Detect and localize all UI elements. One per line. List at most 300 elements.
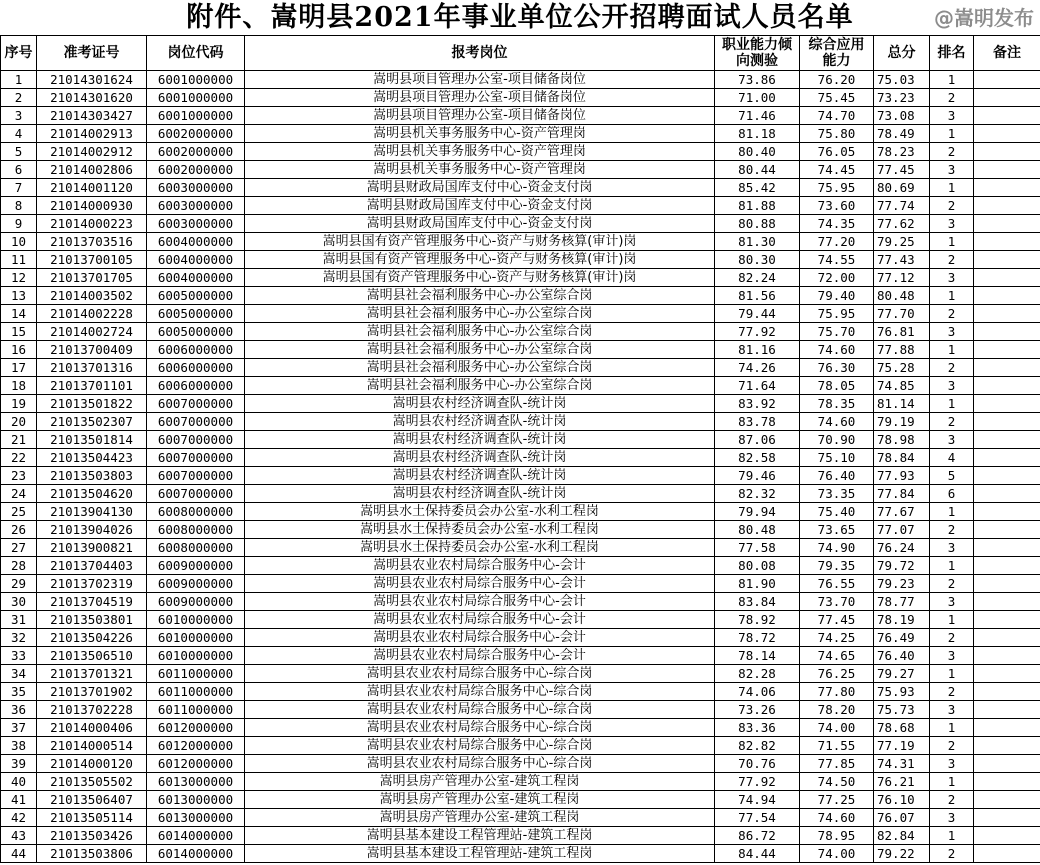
cell-remarks (974, 89, 1040, 107)
cell-aptitude-score: 71.46 (715, 107, 800, 125)
cell-total: 74.85 (874, 377, 930, 395)
cell-position: 嵩明县基本建设工程管理站-建筑工程岗 (245, 827, 715, 845)
cell-remarks (974, 845, 1040, 863)
cell-rank: 1 (930, 773, 974, 791)
cell-total: 81.14 (874, 395, 930, 413)
cell-remarks (974, 341, 1040, 359)
cell-application-score: 73.60 (800, 197, 874, 215)
cell-total: 76.49 (874, 629, 930, 647)
cell-aptitude-score: 77.92 (715, 773, 800, 791)
cell-remarks (974, 125, 1040, 143)
cell-rank: 2 (930, 305, 974, 323)
cell-position: 嵩明县农村经济调查队-统计岗 (245, 467, 715, 485)
table-row (1, 755, 1040, 773)
cell-index: 31 (1, 611, 37, 629)
cell-exam-number: 21013505114 (37, 809, 147, 827)
cell-exam-number: 21013503426 (37, 827, 147, 845)
cell-position-code: 6007000000 (147, 485, 245, 503)
cell-position-code: 6007000000 (147, 413, 245, 431)
cell-rank: 3 (930, 431, 974, 449)
cell-exam-number: 21014002806 (37, 161, 147, 179)
cell-application-score: 74.65 (800, 647, 874, 665)
cell-total: 80.48 (874, 287, 930, 305)
cell-remarks (974, 467, 1040, 485)
cell-index: 44 (1, 845, 37, 863)
cell-aptitude-score: 74.06 (715, 683, 800, 701)
cell-position: 嵩明县农业农村局综合服务中心-综合岗 (245, 719, 715, 737)
cell-position: 嵩明县国有资产管理服务中心-资产与财务核算(审计)岗 (245, 251, 715, 269)
cell-application-score: 74.60 (800, 809, 874, 827)
cell-position-code: 6007000000 (147, 395, 245, 413)
table-row (1, 665, 1040, 683)
cell-application-score: 73.35 (800, 485, 874, 503)
cell-exam-number: 21013704519 (37, 593, 147, 611)
cell-application-score: 78.35 (800, 395, 874, 413)
cell-total: 77.12 (874, 269, 930, 287)
cell-position: 嵩明县农业农村局综合服务中心-会计 (245, 593, 715, 611)
cell-application-score: 74.00 (800, 719, 874, 737)
cell-index: 30 (1, 593, 37, 611)
cell-index: 9 (1, 215, 37, 233)
cell-application-score: 76.30 (800, 359, 874, 377)
cell-application-score: 74.45 (800, 161, 874, 179)
cell-remarks (974, 791, 1040, 809)
cell-rank: 3 (930, 701, 974, 719)
cell-rank: 4 (930, 449, 974, 467)
cell-application-score: 74.25 (800, 629, 874, 647)
table-row (1, 179, 1040, 197)
cell-remarks (974, 449, 1040, 467)
cell-remarks (974, 431, 1040, 449)
cell-exam-number: 21013506510 (37, 647, 147, 665)
cell-index: 2 (1, 89, 37, 107)
cell-rank: 1 (930, 341, 974, 359)
cell-position-code: 6012000000 (147, 737, 245, 755)
cell-application-score: 74.90 (800, 539, 874, 557)
cell-position: 嵩明县项目管理办公室-项目储备岗位 (245, 89, 715, 107)
cell-rank: 2 (930, 683, 974, 701)
cell-exam-number: 21013900821 (37, 539, 147, 557)
cell-rank: 2 (930, 791, 974, 809)
cell-position: 嵩明县水土保持委员会办公室-水利工程岗 (245, 539, 715, 557)
cell-total: 78.98 (874, 431, 930, 449)
cell-rank: 1 (930, 827, 974, 845)
cell-aptitude-score: 78.14 (715, 647, 800, 665)
cell-aptitude-score: 81.30 (715, 233, 800, 251)
cell-total: 78.84 (874, 449, 930, 467)
cell-aptitude-score: 73.86 (715, 71, 800, 89)
cell-index: 15 (1, 323, 37, 341)
cell-total: 79.22 (874, 845, 930, 863)
table-row (1, 485, 1040, 503)
cell-aptitude-score: 80.44 (715, 161, 800, 179)
header-remarks: 备注 (974, 36, 1040, 71)
cell-aptitude-score: 77.58 (715, 539, 800, 557)
cell-rank: 3 (930, 323, 974, 341)
cell-application-score: 74.00 (800, 845, 874, 863)
cell-index: 39 (1, 755, 37, 773)
cell-position: 嵩明县农业农村局综合服务中心-会计 (245, 575, 715, 593)
table-row (1, 647, 1040, 665)
cell-position: 嵩明县社会福利服务中心-办公室综合岗 (245, 341, 715, 359)
cell-index: 33 (1, 647, 37, 665)
cell-position: 嵩明县农业农村局综合服务中心-综合岗 (245, 737, 715, 755)
cell-exam-number: 21014301620 (37, 89, 147, 107)
table-row (1, 413, 1040, 431)
cell-index: 41 (1, 791, 37, 809)
cell-total: 75.03 (874, 71, 930, 89)
cell-application-score: 74.70 (800, 107, 874, 125)
cell-index: 7 (1, 179, 37, 197)
cell-exam-number: 21013701902 (37, 683, 147, 701)
cell-index: 27 (1, 539, 37, 557)
table-row (1, 611, 1040, 629)
cell-index: 36 (1, 701, 37, 719)
cell-index: 23 (1, 467, 37, 485)
table-row (1, 251, 1040, 269)
cell-index: 37 (1, 719, 37, 737)
document-title: 附件、嵩明县2021年事业单位公开招聘面试人员名单 (186, 2, 854, 33)
cell-total: 80.69 (874, 179, 930, 197)
cell-position: 嵩明县国有资产管理服务中心-资产与财务核算(审计)岗 (245, 233, 715, 251)
cell-remarks (974, 305, 1040, 323)
cell-position: 嵩明县农业农村局综合服务中心-会计 (245, 647, 715, 665)
interview-list-table (0, 35, 1040, 863)
cell-exam-number: 21013700105 (37, 251, 147, 269)
cell-position: 嵩明县财政局国库支付中心-资金支付岗 (245, 215, 715, 233)
table-row (1, 467, 1040, 485)
cell-rank: 2 (930, 845, 974, 863)
cell-position-code: 6007000000 (147, 467, 245, 485)
table-row (1, 503, 1040, 521)
cell-exam-number: 21013701101 (37, 377, 147, 395)
cell-total: 77.88 (874, 341, 930, 359)
cell-application-score: 77.85 (800, 755, 874, 773)
header-position-code: 岗位代码 (147, 36, 245, 71)
cell-position: 嵩明县农业农村局综合服务中心-综合岗 (245, 683, 715, 701)
table-row (1, 107, 1040, 125)
cell-position: 嵩明县农村经济调查队-统计岗 (245, 449, 715, 467)
cell-total: 78.68 (874, 719, 930, 737)
cell-position: 嵩明县农村经济调查队-统计岗 (245, 431, 715, 449)
cell-remarks (974, 701, 1040, 719)
cell-remarks (974, 665, 1040, 683)
cell-index: 32 (1, 629, 37, 647)
cell-position-code: 6007000000 (147, 431, 245, 449)
cell-total: 77.84 (874, 485, 930, 503)
cell-application-score: 75.70 (800, 323, 874, 341)
table-row (1, 845, 1040, 863)
cell-aptitude-score: 82.24 (715, 269, 800, 287)
cell-total: 77.62 (874, 215, 930, 233)
cell-exam-number: 21013504423 (37, 449, 147, 467)
table-row (1, 377, 1040, 395)
cell-remarks (974, 107, 1040, 125)
cell-remarks (974, 197, 1040, 215)
cell-position: 嵩明县农业农村局综合服务中心-综合岗 (245, 665, 715, 683)
cell-remarks (974, 359, 1040, 377)
cell-position-code: 6013000000 (147, 791, 245, 809)
cell-position-code: 6010000000 (147, 611, 245, 629)
cell-index: 3 (1, 107, 37, 125)
cell-remarks (974, 287, 1040, 305)
cell-position: 嵩明县基本建设工程管理站-建筑工程岗 (245, 845, 715, 863)
cell-total: 76.24 (874, 539, 930, 557)
table-row (1, 449, 1040, 467)
cell-total: 76.81 (874, 323, 930, 341)
cell-position: 嵩明县社会福利服务中心-办公室综合岗 (245, 323, 715, 341)
cell-exam-number: 21014303427 (37, 107, 147, 125)
cell-application-score: 75.95 (800, 179, 874, 197)
header-position: 报考岗位 (245, 36, 715, 71)
cell-position-code: 6013000000 (147, 773, 245, 791)
cell-total: 77.45 (874, 161, 930, 179)
table-row (1, 287, 1040, 305)
cell-index: 8 (1, 197, 37, 215)
cell-exam-number: 21013702319 (37, 575, 147, 593)
cell-application-score: 75.80 (800, 125, 874, 143)
cell-exam-number: 21014003502 (37, 287, 147, 305)
cell-remarks (974, 323, 1040, 341)
cell-position-code: 6008000000 (147, 539, 245, 557)
cell-exam-number: 21014000514 (37, 737, 147, 755)
cell-remarks (974, 179, 1040, 197)
cell-position: 嵩明县水土保持委员会办公室-水利工程岗 (245, 521, 715, 539)
cell-position-code: 6010000000 (147, 629, 245, 647)
cell-position: 嵩明县农业农村局综合服务中心-会计 (245, 611, 715, 629)
cell-exam-number: 21014002913 (37, 125, 147, 143)
cell-total: 79.27 (874, 665, 930, 683)
cell-position: 嵩明县社会福利服务中心-办公室综合岗 (245, 377, 715, 395)
cell-rank: 2 (930, 629, 974, 647)
cell-position-code: 6012000000 (147, 755, 245, 773)
table-row (1, 539, 1040, 557)
cell-exam-number: 21014002724 (37, 323, 147, 341)
cell-application-score: 75.10 (800, 449, 874, 467)
cell-aptitude-score: 71.64 (715, 377, 800, 395)
cell-remarks (974, 143, 1040, 161)
cell-application-score: 77.20 (800, 233, 874, 251)
cell-total: 79.72 (874, 557, 930, 575)
cell-application-score: 77.25 (800, 791, 874, 809)
cell-position-code: 6007000000 (147, 449, 245, 467)
cell-position-code: 6009000000 (147, 593, 245, 611)
cell-application-score: 73.65 (800, 521, 874, 539)
cell-aptitude-score: 80.30 (715, 251, 800, 269)
cell-position: 嵩明县项目管理办公室-项目储备岗位 (245, 107, 715, 125)
cell-exam-number: 21013701316 (37, 359, 147, 377)
table-row (1, 521, 1040, 539)
cell-index: 19 (1, 395, 37, 413)
cell-exam-number: 21013501814 (37, 431, 147, 449)
cell-position: 嵩明县机关事务服务中心-资产管理岗 (245, 125, 715, 143)
cell-remarks (974, 593, 1040, 611)
cell-rank: 1 (930, 287, 974, 305)
cell-remarks (974, 557, 1040, 575)
cell-position: 嵩明县机关事务服务中心-资产管理岗 (245, 143, 715, 161)
cell-total: 77.43 (874, 251, 930, 269)
cell-position-code: 6004000000 (147, 233, 245, 251)
cell-total: 79.25 (874, 233, 930, 251)
cell-position-code: 6005000000 (147, 323, 245, 341)
cell-remarks (974, 395, 1040, 413)
cell-remarks (974, 809, 1040, 827)
cell-position: 嵩明县财政局国库支付中心-资金支付岗 (245, 197, 715, 215)
cell-index: 11 (1, 251, 37, 269)
cell-aptitude-score: 85.42 (715, 179, 800, 197)
cell-rank: 3 (930, 377, 974, 395)
cell-application-score: 78.95 (800, 827, 874, 845)
cell-total: 77.93 (874, 467, 930, 485)
cell-rank: 2 (930, 89, 974, 107)
cell-position: 嵩明县房产管理办公室-建筑工程岗 (245, 791, 715, 809)
cell-application-score: 75.40 (800, 503, 874, 521)
cell-index: 24 (1, 485, 37, 503)
cell-index: 1 (1, 71, 37, 89)
cell-application-score: 70.90 (800, 431, 874, 449)
header-exam-number: 准考证号 (37, 36, 147, 71)
cell-aptitude-score: 81.90 (715, 575, 800, 593)
table-row (1, 359, 1040, 377)
cell-rank: 5 (930, 467, 974, 485)
cell-position: 嵩明县农业农村局综合服务中心-会计 (245, 557, 715, 575)
cell-aptitude-score: 84.44 (715, 845, 800, 863)
cell-exam-number: 21013701321 (37, 665, 147, 683)
cell-remarks (974, 719, 1040, 737)
cell-remarks (974, 683, 1040, 701)
cell-application-score: 77.80 (800, 683, 874, 701)
table-row (1, 161, 1040, 179)
cell-index: 12 (1, 269, 37, 287)
cell-aptitude-score: 78.72 (715, 629, 800, 647)
cell-remarks (974, 755, 1040, 773)
cell-position-code: 6009000000 (147, 557, 245, 575)
cell-exam-number: 21013703516 (37, 233, 147, 251)
cell-remarks (974, 773, 1040, 791)
cell-aptitude-score: 83.78 (715, 413, 800, 431)
cell-aptitude-score: 81.18 (715, 125, 800, 143)
cell-total: 77.67 (874, 503, 930, 521)
cell-total: 78.49 (874, 125, 930, 143)
cell-application-score: 74.60 (800, 341, 874, 359)
cell-rank: 3 (930, 539, 974, 557)
cell-position: 嵩明县农村经济调查队-统计岗 (245, 413, 715, 431)
cell-aptitude-score: 83.84 (715, 593, 800, 611)
cell-total: 73.08 (874, 107, 930, 125)
cell-position-code: 6014000000 (147, 827, 245, 845)
table-row (1, 233, 1040, 251)
cell-aptitude-score: 70.76 (715, 755, 800, 773)
cell-aptitude-score: 80.88 (715, 215, 800, 233)
cell-total: 77.19 (874, 737, 930, 755)
cell-aptitude-score: 78.92 (715, 611, 800, 629)
cell-remarks (974, 71, 1040, 89)
cell-position: 嵩明县机关事务服务中心-资产管理岗 (245, 161, 715, 179)
table-row (1, 305, 1040, 323)
cell-remarks (974, 269, 1040, 287)
cell-position: 嵩明县国有资产管理服务中心-资产与财务核算(审计)岗 (245, 269, 715, 287)
cell-index: 40 (1, 773, 37, 791)
cell-rank: 2 (930, 251, 974, 269)
cell-index: 35 (1, 683, 37, 701)
table-row (1, 269, 1040, 287)
cell-position: 嵩明县农业农村局综合服务中心-综合岗 (245, 701, 715, 719)
cell-exam-number: 21013702228 (37, 701, 147, 719)
cell-aptitude-score: 79.46 (715, 467, 800, 485)
table-row (1, 143, 1040, 161)
cell-rank: 1 (930, 233, 974, 251)
cell-aptitude-score: 80.48 (715, 521, 800, 539)
header-application-score: 综合应用能力 (800, 36, 874, 71)
cell-remarks (974, 737, 1040, 755)
cell-application-score: 74.60 (800, 413, 874, 431)
cell-rank: 1 (930, 179, 974, 197)
cell-position-code: 6002000000 (147, 161, 245, 179)
cell-total: 78.23 (874, 143, 930, 161)
cell-exam-number: 21014002228 (37, 305, 147, 323)
cell-rank: 1 (930, 665, 974, 683)
cell-exam-number: 21013502307 (37, 413, 147, 431)
table-row (1, 125, 1040, 143)
cell-exam-number: 21013503801 (37, 611, 147, 629)
cell-application-score: 76.05 (800, 143, 874, 161)
table-row (1, 593, 1040, 611)
cell-aptitude-score: 86.72 (715, 827, 800, 845)
cell-position-code: 6013000000 (147, 809, 245, 827)
table-row (1, 773, 1040, 791)
cell-application-score: 78.05 (800, 377, 874, 395)
cell-position: 嵩明县社会福利服务中心-办公室综合岗 (245, 287, 715, 305)
cell-total: 73.23 (874, 89, 930, 107)
cell-remarks (974, 611, 1040, 629)
table-row (1, 431, 1040, 449)
cell-position: 嵩明县社会福利服务中心-办公室综合岗 (245, 305, 715, 323)
table-row (1, 341, 1040, 359)
cell-index: 43 (1, 827, 37, 845)
cell-index: 14 (1, 305, 37, 323)
cell-index: 18 (1, 377, 37, 395)
cell-application-score: 77.45 (800, 611, 874, 629)
cell-aptitude-score: 74.26 (715, 359, 800, 377)
cell-aptitude-score: 73.26 (715, 701, 800, 719)
cell-aptitude-score: 81.88 (715, 197, 800, 215)
cell-total: 76.10 (874, 791, 930, 809)
table-row (1, 737, 1040, 755)
cell-exam-number: 21013504620 (37, 485, 147, 503)
cell-index: 42 (1, 809, 37, 827)
cell-total: 76.40 (874, 647, 930, 665)
cell-exam-number: 21014000930 (37, 197, 147, 215)
cell-remarks (974, 161, 1040, 179)
watermark: @嵩明发布 (934, 6, 1034, 30)
cell-remarks (974, 377, 1040, 395)
cell-total: 78.19 (874, 611, 930, 629)
cell-remarks (974, 413, 1040, 431)
header-total: 总分 (874, 36, 930, 71)
cell-application-score: 72.00 (800, 269, 874, 287)
table-row (1, 719, 1040, 737)
cell-exam-number: 21013504226 (37, 629, 147, 647)
cell-remarks (974, 215, 1040, 233)
cell-rank: 2 (930, 197, 974, 215)
cell-position-code: 6001000000 (147, 71, 245, 89)
table-row (1, 683, 1040, 701)
cell-position: 嵩明县社会福利服务中心-办公室综合岗 (245, 359, 715, 377)
cell-position-code: 6011000000 (147, 665, 245, 683)
cell-rank: 2 (930, 413, 974, 431)
table-row (1, 323, 1040, 341)
cell-application-score: 78.20 (800, 701, 874, 719)
